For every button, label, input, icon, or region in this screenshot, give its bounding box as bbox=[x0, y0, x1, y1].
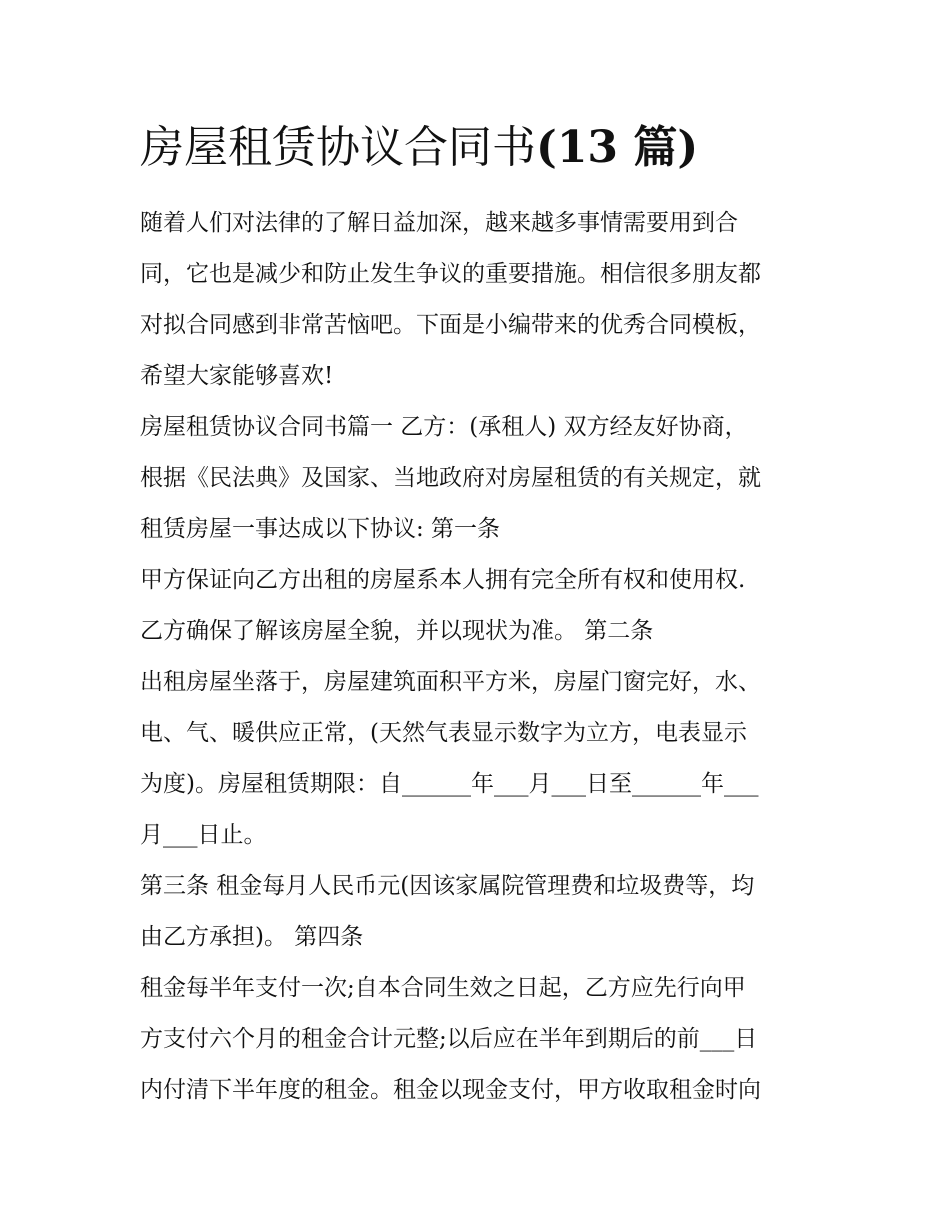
body-line: 根据《民法典》及国家、当地政府对房屋租赁的有关规定，就 bbox=[140, 465, 761, 491]
body-line: 租金每半年支付一次;自本合同生效之日起，乙方应先行向甲 bbox=[140, 975, 746, 1001]
body-line: 租赁房屋一事达成以下协议: 第一条 bbox=[140, 516, 501, 542]
body-line: 第三条 租金每月人民币元(因该家属院管理费和垃圾费等，均 bbox=[140, 873, 755, 899]
document-title bbox=[140, 118, 840, 178]
body-line: 内付清下半年度的租金。租金以现金支付，甲方收取租金时向 bbox=[140, 1077, 761, 1103]
body-line: 电、气、暖供应正常，(天然气表显示数字为立方，电表显示 bbox=[140, 720, 747, 746]
title-count: (13 篇) bbox=[536, 122, 699, 173]
body-line: 出租房屋坐落于，房屋建筑面积平方米，房屋门窗完好，水、 bbox=[140, 669, 761, 695]
body-line: 方支付六个月的租金合计元整;以后应在半年到期后的前___日 bbox=[140, 1026, 758, 1052]
body-line: 房屋租赁协议合同书篇一 乙方：(承租人) 双方经友好协商， bbox=[140, 414, 748, 440]
title-main: 房屋租赁协议合同书 bbox=[140, 122, 536, 173]
body-line: 希望大家能够喜欢! bbox=[140, 363, 334, 389]
body-line: 由乙方承担)。 第四条 bbox=[140, 924, 364, 950]
body-line: 甲方保证向乙方出租的房屋系本人拥有完全所有权和使用权. bbox=[140, 567, 746, 593]
body-line: 为度)。房屋租赁期限：自______年___月___日至______年___ bbox=[140, 771, 759, 797]
body-line: 对拟合同感到非常苦恼吧。下面是小编带来的优秀合同模板， bbox=[140, 312, 761, 338]
body-line: 随着人们对法律的了解日益加深，越来越多事情需要用到合 bbox=[140, 210, 738, 236]
body-line: 同，它也是减少和防止发生争议的重要措施。相信很多朋友都 bbox=[140, 261, 761, 287]
document-body bbox=[140, 203, 820, 1121]
body-line: 乙方确保了解该房屋全貌，并以现状为准。 第二条 bbox=[140, 618, 654, 644]
body-line: 月___日止。 bbox=[140, 822, 267, 848]
